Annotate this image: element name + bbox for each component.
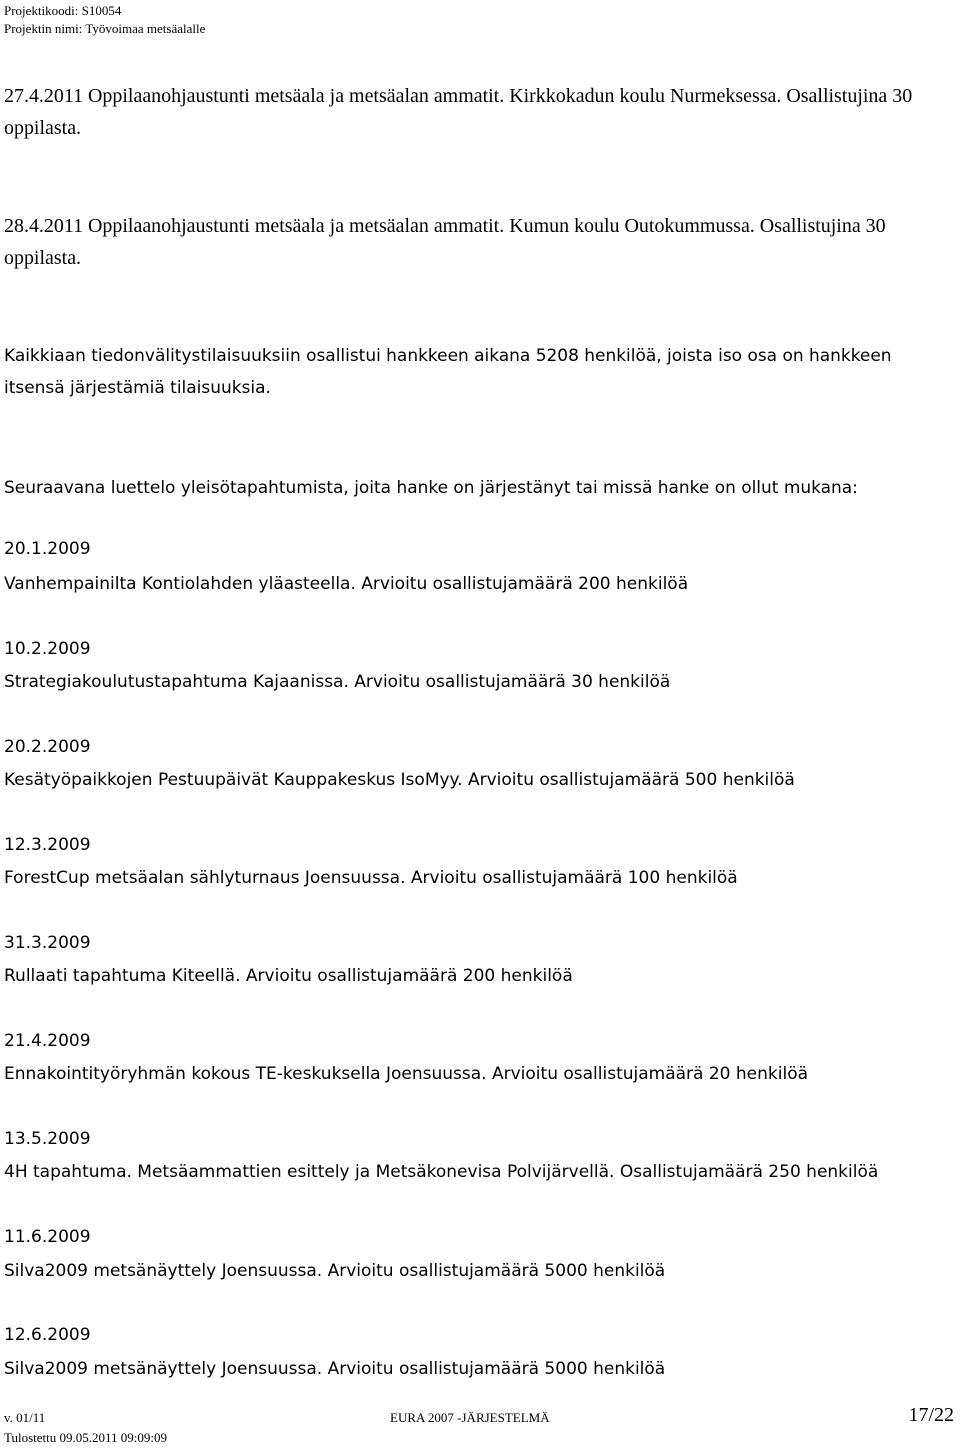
intro-event-line: oppilasta. [4, 117, 82, 139]
event-participants: Arvioitu osallistujamäärä 5000 henkilöä [322, 1359, 666, 1379]
event-participants: Arvioitu osallistujamäärä 30 henkilöä [348, 672, 671, 692]
summary-line: Kaikkiaan tiedonvälitystilaisuuksiin osallistui hankkeen aikana 5208 henkilöä, joista iso osa on hankkeen [4, 346, 892, 366]
event-date: 11.6.2009 [4, 1227, 91, 1247]
event-date: 12.3.2009 [4, 835, 91, 855]
footer-version: v. 01/11 [4, 1410, 46, 1425]
event-date: 20.1.2009 [4, 539, 91, 559]
event-participants: Arvioitu osallistujamäärä 200 henkilöä [355, 574, 689, 594]
event-date: 10.2.2009 [4, 639, 91, 659]
event-description [4, 864, 738, 891]
intro-event-date: 27.4.2011 [4, 85, 84, 107]
event-description [4, 570, 688, 597]
event-title: Ennakointityöryhmän kokous TE-keskuksella Joensuussa. [4, 1064, 487, 1084]
intro-event-1 [4, 80, 954, 144]
event-participants: Arvioitu osallistujamäärä 100 henkilöä [405, 868, 738, 888]
event-participants: Arvioitu osallistujamäärä 20 henkilöä [486, 1064, 809, 1084]
event-title: ForestCup metsäalan sählyturnaus Joensuussa. [4, 868, 406, 888]
footer-system: EURA 2007 -JÄRJESTELMÄ [390, 1410, 550, 1425]
summary-paragraph [4, 340, 954, 404]
intro-event-2 [4, 210, 954, 274]
event-participants: Metsäammattien esittely ja Metsäkonevisa Polvijärvellä. Osallistujamäärä 250 henkilöä [131, 1162, 879, 1182]
list-intro-text: Seuraavana luettelo yleisötapahtumista, joita hanke on järjestänyt tai missä hanke on ollut mukana: [4, 478, 858, 498]
project-name: Projektin nimi: Työvoimaa metsäalalle [4, 21, 206, 36]
event-date: 21.4.2009 [4, 1031, 91, 1051]
event-title: Silva2009 metsänäyttely Joensuussa. [4, 1359, 323, 1379]
event-date: 31.3.2009 [4, 933, 91, 953]
intro-event-line: Oppilaanohjaustunti metsäala ja metsäalan ammatit. Kumun koulu Outokummussa. Osallistujina 30 [88, 215, 886, 237]
event-participants: Arvioitu osallistujamäärä 5000 henkilöä [322, 1261, 666, 1281]
event-description [4, 1158, 878, 1185]
event-title: 4H tapahtuma. [4, 1162, 132, 1182]
event-description [4, 1060, 808, 1087]
event-title: Rullaati tapahtuma Kiteellä. [4, 966, 241, 986]
event-participants: Arvioitu osallistujamäärä 200 henkilöä [240, 966, 573, 986]
event-date: 13.5.2009 [4, 1129, 91, 1149]
footer-page-number: 17/22 [908, 1404, 954, 1426]
project-code: Projektikoodi: S10054 [4, 3, 122, 18]
event-title: Strategiakoulutustapahtuma Kajaanissa. [4, 672, 349, 692]
intro-event-date: 28.4.2011 [4, 215, 84, 237]
event-date: 20.2.2009 [4, 737, 91, 757]
event-description [4, 1257, 665, 1284]
event-title: Silva2009 metsänäyttely Joensuussa. [4, 1261, 323, 1281]
intro-event-line: oppilasta. [4, 247, 82, 269]
list-intro [4, 472, 954, 504]
event-description [4, 1355, 665, 1382]
event-description [4, 766, 795, 793]
event-title: Kesätyöpaikkojen Pestuupäivät Kauppakeskus IsoMyy. [4, 770, 463, 790]
footer-printed-date: Tulostettu 09.05.2011 09:09:09 [4, 1430, 168, 1445]
intro-event-line: Oppilaanohjaustunti metsäala ja metsäalan ammatit. Kirkkokadun koulu Nurmeksessa. Osallistujina 30 [88, 85, 913, 107]
summary-line: itsensä järjestämiä tilaisuuksia. [4, 378, 271, 398]
event-description [4, 962, 573, 989]
event-participants: Arvioitu osallistujamäärä 500 henkilöä [462, 770, 795, 790]
event-title: Vanhempainilta Kontiolahden yläasteella. [4, 574, 356, 594]
event-description [4, 668, 670, 695]
event-date: 12.6.2009 [4, 1325, 91, 1345]
page-header [4, 2, 205, 38]
